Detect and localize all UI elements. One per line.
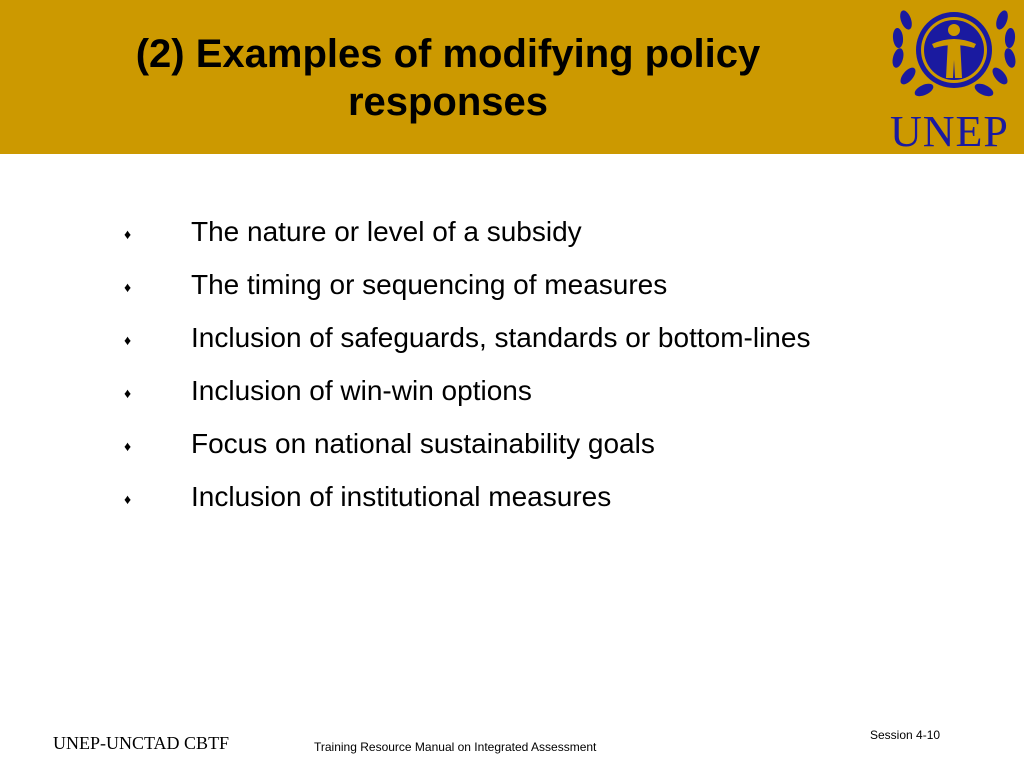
bullet-text: The timing or sequencing of measures [191,269,668,300]
slide-title: (2) Examples of modifying policy responses [135,32,761,124]
diamond-bullet-icon: ♦ [124,226,132,242]
un-wreath-emblem-icon [884,0,1024,110]
list-item [124,477,904,517]
footer-session-number: Session 4-10 [870,728,941,742]
bullet-text: Inclusion of win-win options [191,375,532,406]
diamond-bullet-icon: ♦ [124,491,132,507]
unep-logo-text: UNEP [890,107,1009,156]
bullet-text: Inclusion of safeguards, standards or bottom-lines [191,322,811,353]
diamond-bullet-icon: ♦ [124,438,132,454]
bullet-text: Inclusion of institutional measures [191,481,612,512]
diamond-bullet-icon: ♦ [124,385,132,401]
bullet-text: Focus on national sustainability goals [191,428,655,459]
unep-logo [884,0,1024,154]
list-item [124,265,904,305]
list-item [124,212,904,252]
list-item [124,371,904,411]
footer-organization: UNEP-UNCTAD CBTF [53,733,230,753]
bullet-list [124,212,904,530]
list-item [124,424,904,464]
diamond-bullet-icon: ♦ [124,332,132,348]
footer-manual-title: Training Resource Manual on Integrated Assessment [314,740,597,754]
bullet-text: The nature or level of a subsidy [191,216,582,247]
diamond-bullet-icon: ♦ [124,279,132,295]
list-item [124,318,904,358]
